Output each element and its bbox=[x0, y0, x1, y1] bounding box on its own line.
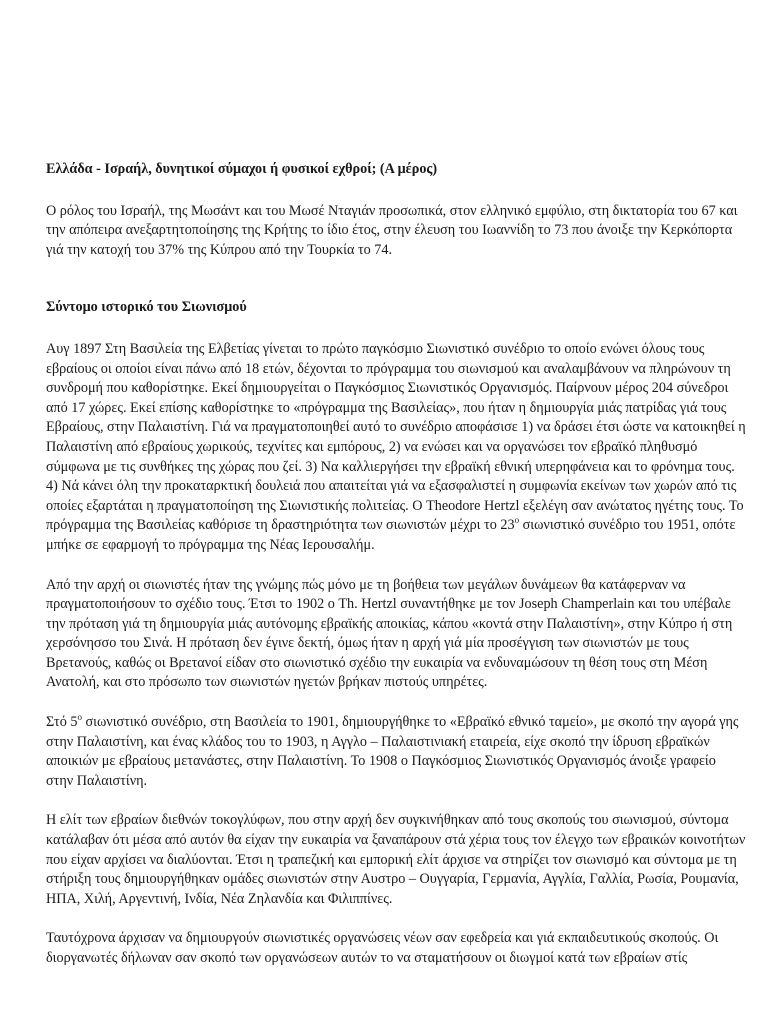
paragraph-3-text-a: Στό 5 bbox=[46, 714, 78, 731]
paragraph-1-text-a: Αυγ 1897 Στη Βασιλεία της Ελβετίας γίνεται το πρώτο παγκόσμιο Σιωνιστικό συνέδριο το οποίο ενώνει όλους τους εβραίους οι οποίοι είναι πάνω από 18 ετών, δέχονται το πρόγραμμα του σιωνισμού και αναλαμβάνουν να πληρώνουν τη συνδρομή που καθορίστηκε. Εκεί δημιουργείται ο Παγκόσμιος Σιωνιστικός Οργανισμός. Παίρνουν μέρος 204 σύνεδροι από 17 χώρες. Εκεί επίσης καθορίστηκε το «πρόγραμμα της Βασιλείας», που ήταν η δημιουργία μιάς πατρίδας γιά τους Εβραίους, στην Παλαιστίνη. Γιά να πραγματοποιηθεί αυτό το συνέδριο αποφάσισε 1) να δράσει έτσι ώστε να κατοικηθεί η Παλαιστίνη από εβραίους χωρικούς, τεχνίτες και εμπόρους, 2) να ενώσει και να οργανώσει τον εβραϊκό πληθυσμό σύμφωνα με τις συνθήκες της χώρας που ζεί. 3) Να καλλιεργήσει την εβραϊκή εθνική υπερηφάνεια και το φρόνημα τους. 4) Νά κάνει όλη την προκαταρκτική δουλειά που απαιτείται γιά να εξασφαλιστεί η συμφωνία εκείνων των χωρών από τις οποίες εξαρτάται η πραγματοποίηση της Σιωνιστικής πολιτείας. Ο Theodore Hertzl εξελέγη σαν ανώτατος ηγέτης τους. Το πρόγραμμα της Βασιλείας καθόρισε τη δραστηριότητα των σιωνιστών μέχρι το 23 bbox=[46, 340, 746, 534]
paragraph-3 bbox=[46, 713, 746, 791]
paragraph-1-text-b: σιωνιστικό συνέδριο του 1951, οπότε μπήκε σε εφαρμογή το πρόγραμμα της Νέας Ιερουσαλήμ. bbox=[46, 517, 736, 553]
paragraph-1 bbox=[46, 340, 746, 556]
paragraph-5: Ταυτόχρονα άρχισαν να δημιουργούν σιωνιστικές οργανώσεις νέων σαν εφεδρεία και γιά εκπαιδευτικούς σκοπούς. Οι διοργανωτές δήλωναν σαν σκοπό των οργανώσεων αυτών το να σταματήσουν οι διωγμοί κατά των εβραίων στίς bbox=[46, 930, 719, 966]
document-page bbox=[46, 160, 746, 969]
intro-paragraph: Ο ρόλος του Ισραήλ, της Μωσάντ και του Μωσέ Νταγιάν προσωπικά, στον ελληνικό εμφύλιο, στη δικτατορία του 67 και την απόπειρα ανεξαρτητοποίησης της Κρήτης το ίδιο έτος, στην έλευση του Ιωαννίδη το 73 που άνοιξε την Κερκόπορτα γιά την κατοχή του 37% της Κύπρου από την Τουρκία το 74. bbox=[46, 202, 738, 258]
ordinal-superscript: ο bbox=[77, 712, 82, 723]
paragraph-2: Από την αρχή οι σιωνιστές ήταν της γνώμης πώς μόνο με τη βοήθεια των μεγάλων δυνάμεων θα κατάφερναν να πραγματοποιήσουν το σχέδιο τους. Έτσι το 1902 ο Th. Hertzl συναντήθηκε με τον Joseph Champerlain και του υπέβαλε την πρόταση γιά τη δημιουργία μιάς αυτόνομης εβραϊκής αποικίας, κάπου «κοντά στην Παλαιστίνη», στην Κύπρο ή στη χερσόνησσο του Σινά. Η πρόταση δεν έγινε δεκτή, όμως ήταν η αρχή γιά μία προσέγγιση των σιωνιστών με τους Βρετανούς, καθώς οι Βρετανοί είδαν στο σιωνιστικό σχέδιο την ευκαιρία να ενδυναμώσουν τη θέση τους στη Μέση Ανατολή, και στο πρόσωπο των σιωνιστών ηγετών βρήκαν πιστούς υπηρέτες. bbox=[46, 576, 733, 691]
ordinal-superscript: ο bbox=[514, 515, 520, 526]
paragraph-4: Η ελίτ των εβραίων διεθνών τοκογλύφων, που στην αρχή δεν συγκινήθηκαν από τους σκοπούς του σιωνισμού, σύντομα κατάλαβαν ότι μέσα από αυτόν θα είχαν την ευκαιρία να ξαναπάρουν στά χέρια τους τον έλεγχο των εβραικών κοινοτήτων που είχαν αρχίσει να διαλύονται. Έτσι η τραπεζική και εμπορική ελίτ άρχισε να στηρίζει τον σιωνισμό και σύντομα με τη στήριξη τους δημιουργήθηκαν ομάδες σιωνιστών στην Αυστρο – Ουγγαρία, Γερμανία, Αγγλία, Γαλλία, Ρωσία, Ρουμανία, ΗΠΑ, Χιλή, Αργεντινή, Ινδία, Νέα Ζηλανδία και Φιλιππίνες. bbox=[46, 812, 746, 907]
paragraph-3-text-b: σιωνιστικό συνέδριο, στη Βασιλεία το 1901, δημιουργήθηκε το «Εβραϊκό εθνικό ταμείο», με σκοπό την αγορά γης στην Παλαιστίνη, και ένας κλάδος του το 1903, η Αγγλο – Παλαιστινιακή εταιρεία, είχε σκοπό την ίδρυση εβραϊκών αποικιών με εβραίους μετανάστες, στην Παλαιστίνη. Το 1908 ο Παγκόσμιος Σιωνιστικός Οργανισμός άνοιξε γραφείο στην Παλαιστίνη. bbox=[46, 714, 739, 789]
document-title: Ελλάδα - Ισραήλ, δυνητικοί σύμαχοι ή φυσικοί εχθροί; (Α μέρος) bbox=[46, 161, 438, 177]
section-heading: Σύντομο ιστορικό του Σιωνισμού bbox=[46, 299, 247, 316]
